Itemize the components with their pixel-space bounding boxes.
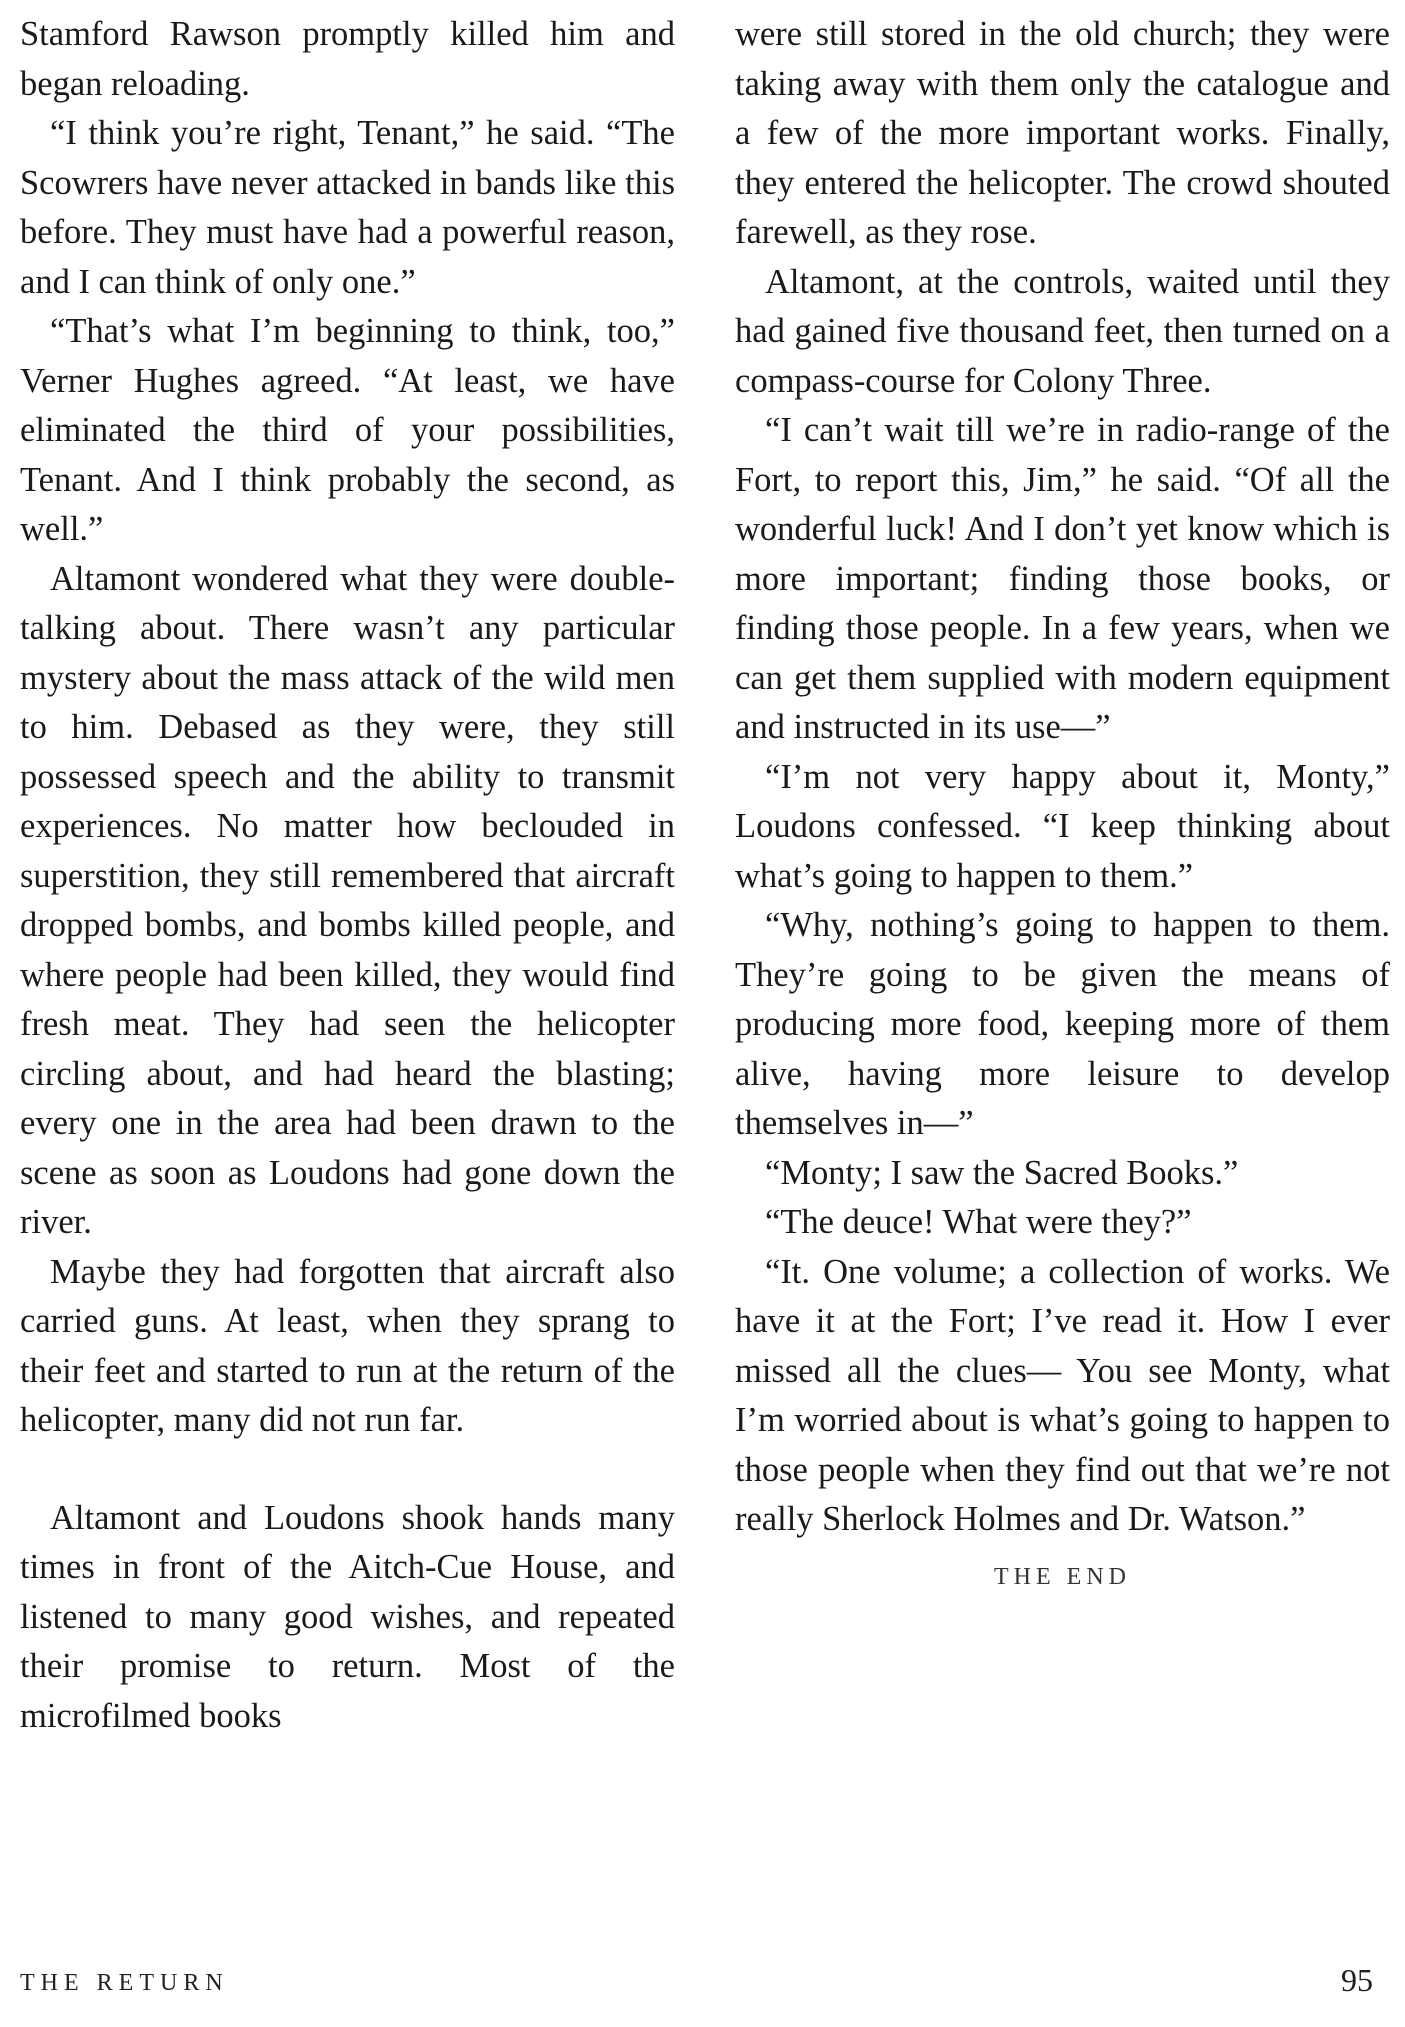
paragraph: “I can’t wait till we’re in radio-range of the Fort, to report this, Jim,” he said. “Of all the wonderful luck! And I don’t yet know which is more important; finding those books, or finding those people. In a few years, when we can get them supplied with modern equipment and instructed in its use—” [735, 411, 1390, 746]
paragraph: “I’m not very happy about it, Monty,” Loudons confessed. “I keep thinking about what’s going to happen to them.” [735, 757, 1390, 895]
paragraph: Altamont wondered what they were double-talking about. There wasn’t any particular mystery about the mass attack of the wild men to him. Debased as they were, they still possessed speech and the ability to transmit experiences. No matter how beclouded in superstition, they still remembered that aircraft dropped bombs, and bombs killed people, and where people had been killed, they would find fresh meat. They had seen the helicopter circling about, and had heard the blasting; every one in the area had been drawn to the scene as soon as Loudons had gone down the river. [20, 559, 675, 1241]
left-column [20, 10, 675, 1741]
paragraph: “I think you’re right, Tenant,” he said. “The Scowrers have never attacked in bands like this before. They must have had a powerful reason, and I can think of only one.” [20, 114, 675, 301]
paragraph: “Why, nothing’s going to happen to them. They’re going to be given the means of producing more food, keeping more of them alive, having more leisure to develop themselves in—” [735, 906, 1390, 1142]
page-number: 95 [1341, 1962, 1373, 1998]
paragraph: “That’s what I’m beginning to think, too,” Verner Hughes agreed. “At least, we have eliminated the third of your possibilities, Tenant. And I think probably the second, as well.” [20, 312, 675, 548]
page-footer [20, 1962, 1385, 2002]
paragraph: Maybe they had forgotten that aircraft also carried guns. At least, when they sprang to their feet and started to run at the return of the helicopter, many did not run far. [20, 1252, 675, 1439]
paragraph: were still stored in the old church; they were taking away with them only the catalogue and a few of the more important works. Finally, they entered the helicopter. The crowd shouted farewell, as they rose. [735, 15, 1390, 251]
paragraph: Altamont and Loudons shook hands many times in front of the Aitch-Cue House, and listened to many good wishes, and repeated their promise to return. Most of the microfilmed books [20, 1498, 675, 1735]
paragraph: “Monty; I saw the Sacred Books.” [765, 1153, 1239, 1192]
running-title: THE RETURN [20, 1970, 229, 1996]
paragraph: Altamont, at the controls, waited until they had gained five thousand feet, then turned on a compass-course for Colony Three. [735, 262, 1390, 400]
right-column [735, 10, 1390, 1602]
paragraph: “It. One volume; a collection of works. We have it at the Fort; I’ve read it. How I ever missed all the clues— You see Monty, what I’m worried about is what’s going to happen to those people when they find out that we’re not really Sherlock Holmes and Dr. Watson.” [735, 1252, 1390, 1538]
paragraph: Stamford Rawson promptly killed him and began reloading. [20, 15, 675, 103]
the-end-marker: THE END [994, 1563, 1131, 1590]
paragraph: “The deuce! What were they?” [765, 1203, 1192, 1241]
